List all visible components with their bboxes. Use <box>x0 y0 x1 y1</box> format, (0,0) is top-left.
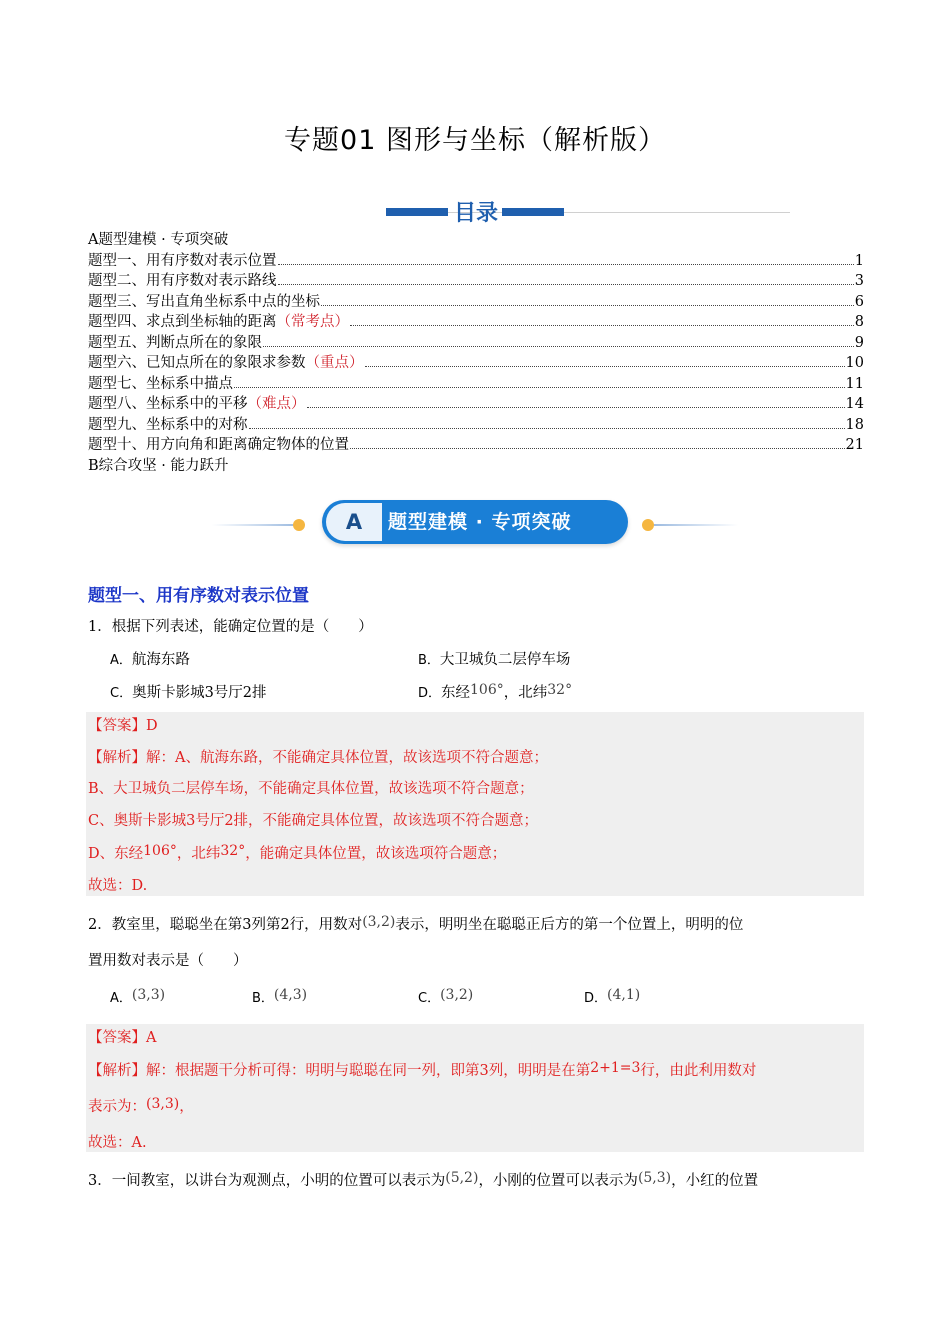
banner-badge: A <box>326 503 382 541</box>
toc-header <box>0 196 950 232</box>
q1-option-a: A．航海东路 <box>110 652 190 668</box>
toc-item[interactable]: 题型九、坐标系中的对称 18 <box>88 416 864 433</box>
q2-answer: 【答案】A <box>88 1030 157 1046</box>
q2-option-c: C．(3,2) <box>418 987 474 1006</box>
q1-option-c: C．奥斯卡影城3号厅2排 <box>110 685 267 701</box>
q1-explanation-4: D、东经106°，北纬32°，能确定具体位置，故该选项符合题意； <box>88 843 507 862</box>
q1-explanation-1: 【解析】解：A、航海东路，不能确定具体位置，故该选项不符合题意； <box>88 750 548 766</box>
question-2-stem-2: 置用数对表示是（ ） <box>88 953 248 969</box>
toc-bar-left <box>386 208 448 216</box>
toc-item[interactable]: 题型七、坐标系中描点 11 <box>88 375 864 392</box>
toc-part-a[interactable]: A题型建模 · 专项突破 <box>88 232 229 248</box>
q1-explanation-5: 故选：D. <box>88 878 148 894</box>
toc-item[interactable]: 题型三、写出直角坐标系中点的坐标 6 <box>88 293 864 310</box>
q2-option-d: D．(4,1) <box>584 987 641 1006</box>
toc-item[interactable]: 题型五、判断点所在的象限 9 <box>88 334 864 351</box>
q1-option-b: B．大卫城负二层停车场 <box>418 652 571 668</box>
q1-answer: 【答案】D <box>88 718 158 734</box>
q2-explanation-1: 【解析】解：根据题干分析可得：明明与聪聪在同一列，即第3列，明明是在第2+1=3行，由此利用数对 <box>88 1060 757 1079</box>
question-2-stem-1: 2．教室里，聪聪坐在第3列第2行，用数对(3,2)表示，明明坐在聪聪正后方的第一个位置上，明明的位 <box>88 914 744 933</box>
q2-answer-box <box>86 1024 864 1152</box>
q1-explanation-2: B、大卫城负二层停车场，不能确定具体位置，故该选项不符合题意； <box>88 781 534 797</box>
toc-bar-right <box>502 208 564 216</box>
q1-option-d: D．东经106°，北纬32° <box>418 682 573 701</box>
toc-item[interactable]: 题型八、坐标系中的平移 （难点） 14 <box>88 396 864 412</box>
toc-item[interactable]: 题型二、用有序数对表示路线 3 <box>88 273 864 289</box>
q1-explanation-3: C、奥斯卡影城3号厅2排，不能确定具体位置，故该选项不符合题意； <box>88 813 539 829</box>
question-1-stem: 1．根据下列表述，能确定位置的是（ ） <box>88 619 373 635</box>
toc-heading: 目录 <box>453 201 498 226</box>
q1-answer-box <box>86 712 864 896</box>
table-of-contents <box>88 230 864 476</box>
banner-line-left <box>212 524 296 526</box>
banner-text: 题型建模 · 专项突破 <box>388 511 572 533</box>
q2-option-a: A．(3,3) <box>110 987 166 1006</box>
question-3-stem: 3．一间教室，以讲台为观测点，小明的位置可以表示为(5,2)，小刚的位置可以表示为(5,3)，小红的位置 <box>88 1170 759 1189</box>
section-title: 题型一、用有序数对表示位置 <box>88 586 309 606</box>
banner-dot-left <box>293 519 305 531</box>
banner-pill <box>322 500 628 544</box>
banner-line-right <box>654 524 738 526</box>
q2-explanation-2: 表示为：(3,3)， <box>88 1096 194 1115</box>
banner-dot-right <box>642 519 654 531</box>
toc-part-b[interactable]: B综合攻坚 · 能力跃升 <box>88 457 229 474</box>
page-title: 专题01 图形与坐标（解析版） <box>284 125 666 156</box>
q2-explanation-3: 故选：A. <box>88 1135 147 1151</box>
section-banner <box>0 498 950 548</box>
toc-item[interactable]: 题型十、用方向角和距离确定物体的位置 21 <box>88 437 864 453</box>
q2-option-b: B．(4,3) <box>252 987 308 1006</box>
toc-item[interactable]: 题型六、已知点所在的象限求参数 （重点） 10 <box>88 355 864 371</box>
toc-item[interactable]: 题型四、求点到坐标轴的距离 （常考点） 8 <box>88 314 864 330</box>
toc-item[interactable]: 题型一、用有序数对表示位置 1 <box>88 252 864 269</box>
